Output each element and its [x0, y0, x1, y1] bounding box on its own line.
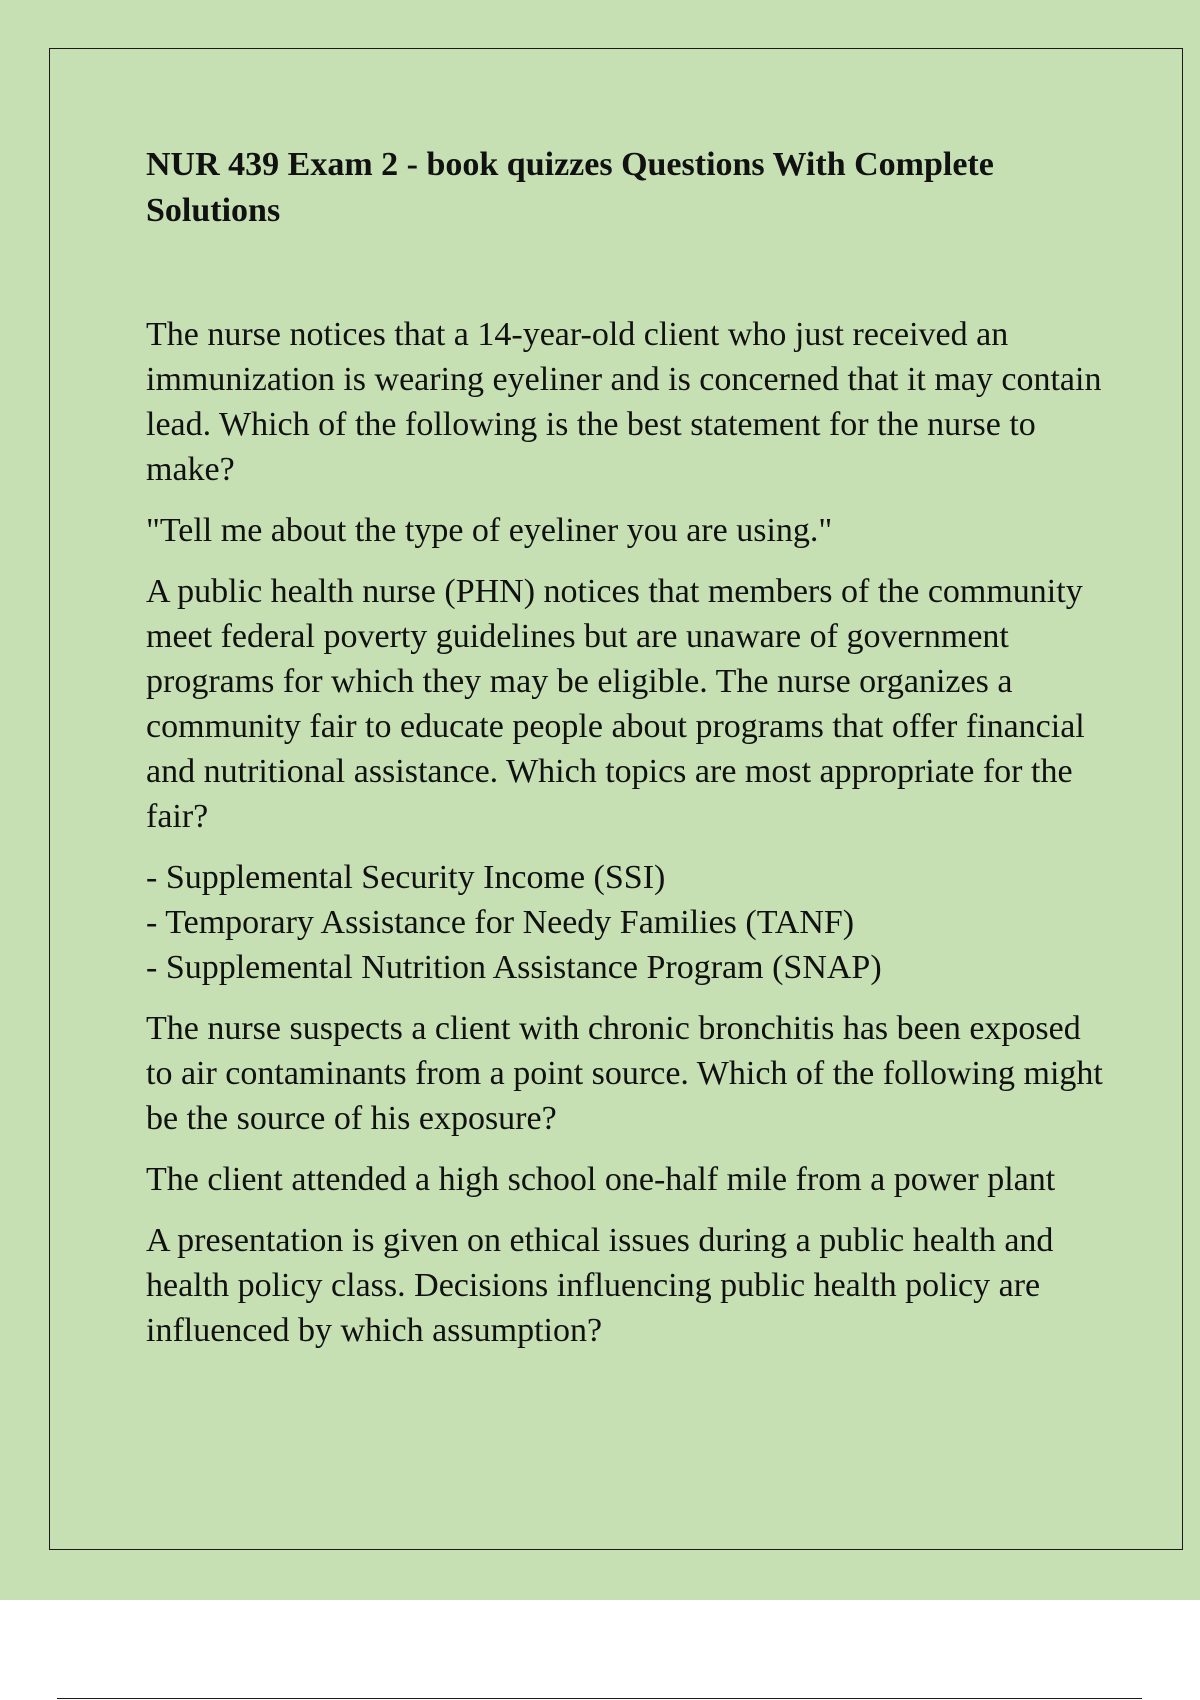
answer-3: The client attended a high school one-half mile from a power plant — [146, 1161, 1056, 1198]
question-3: The nurse suspects a client with chronic bronchitis has been exposed to air contaminants from a point source. Which of the following might be the source of his exposure? — [146, 1010, 1103, 1137]
list-item: - Supplemental Nutrition Assistance Program (SNAP) — [146, 945, 1106, 990]
answer-1: "Tell me about the type of eyeliner you are using." — [146, 512, 833, 549]
question-1: The nurse notices that a 14-year-old client who just received an immunization is wearing eyeliner and is concerned that it may contain lead. Which of the following is the best statement for the nurse to make? — [146, 316, 1102, 488]
question-4: A presentation is given on ethical issues during a public health and health policy class. Decisions influencing public health policy are influenced by which assumption? — [146, 1222, 1054, 1349]
footer-divider — [57, 1698, 1142, 1699]
question-2: A public health nurse (PHN) notices that members of the community meet federal poverty guidelines but are unaware of government programs for which they may be eligible. The nurse organizes a community fair to educate people about programs that offer financial and nutritional assistance. Which topics are most appropriate for the fair? — [146, 573, 1085, 835]
list-item: - Supplemental Security Income (SSI) — [146, 855, 1106, 900]
list-item: - Temporary Assistance for Needy Families (TANF) — [146, 900, 1106, 945]
answer-2-list — [146, 855, 1106, 990]
document-title: NUR 439 Exam 2 - book quizzes Questions With Complete Solutions — [146, 146, 994, 229]
document-content — [146, 142, 1106, 1369]
